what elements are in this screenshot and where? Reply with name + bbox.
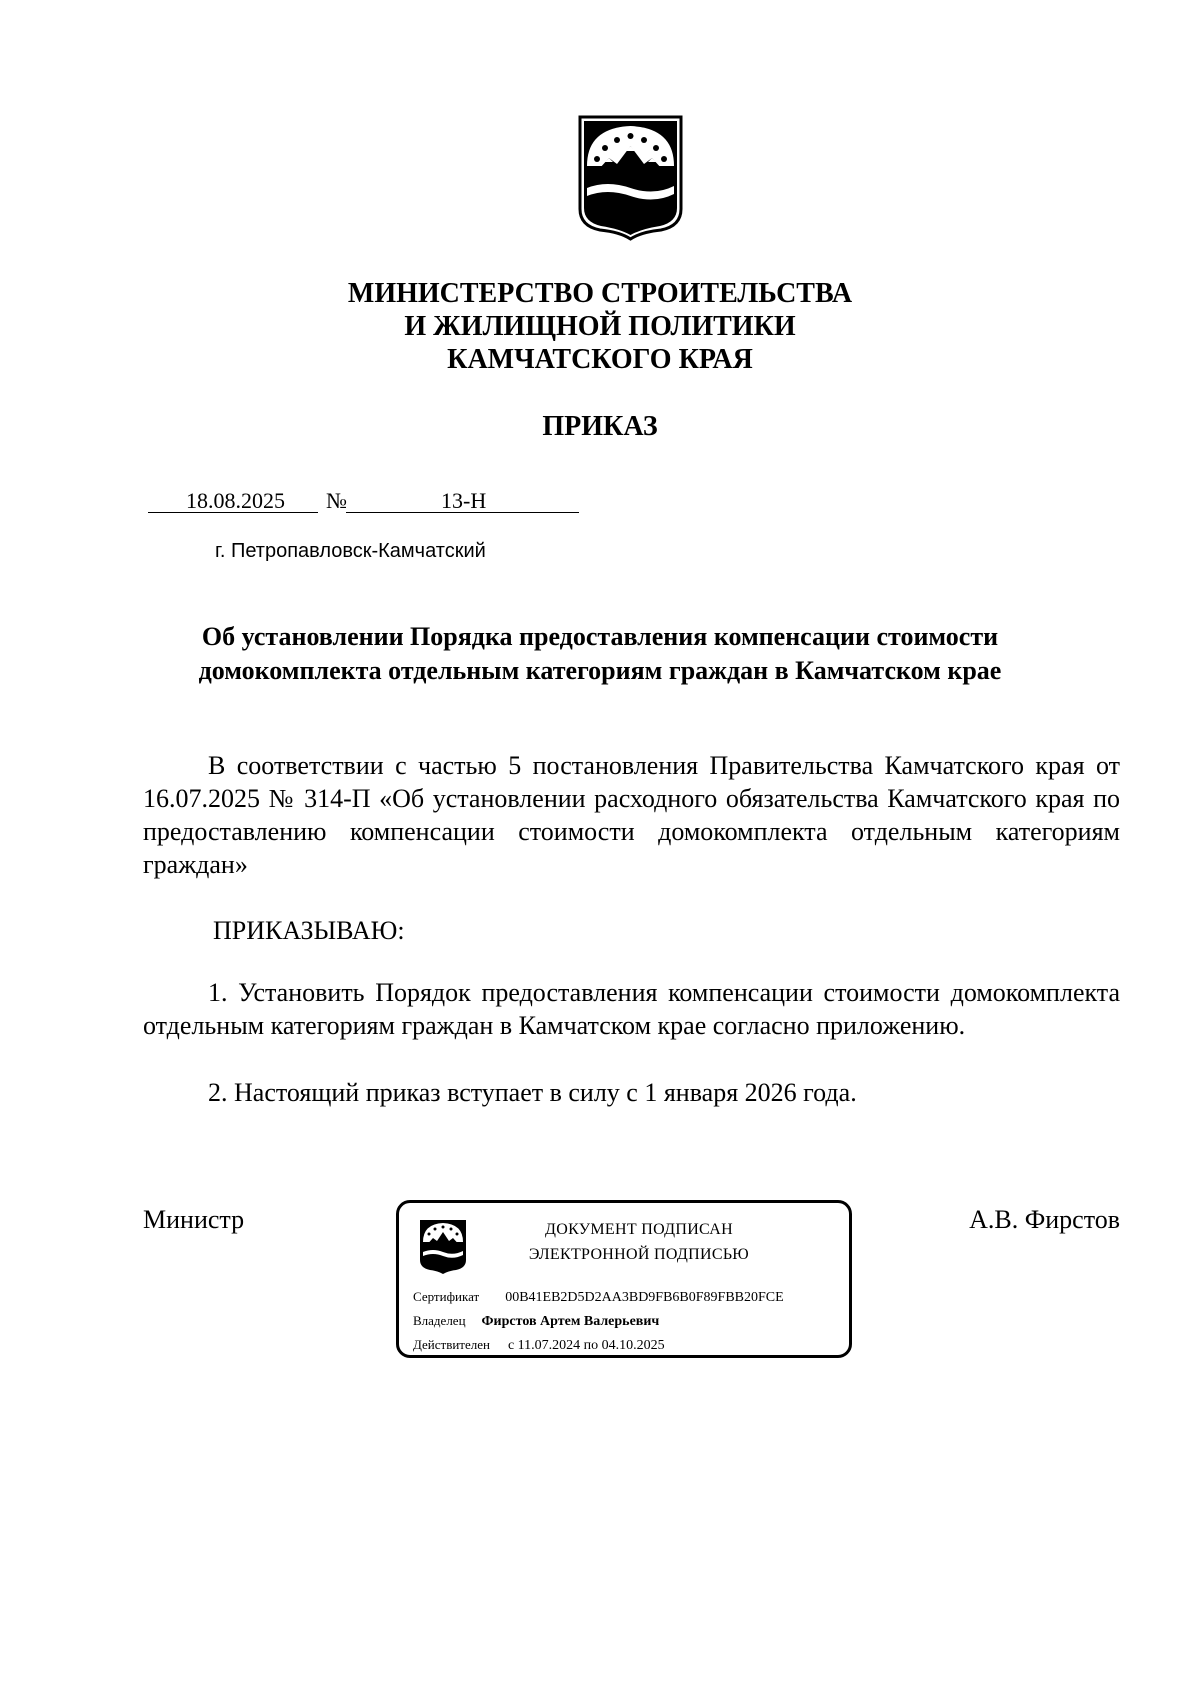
order-number: 13-Н [441,488,487,513]
preamble-paragraph: В соответствии с частью 5 постановления Правительства Камчатского края от 16.07.2025 № 314-П «Об установлении расходного обязательства Камчатского края по предоставлению компенсации стоимости домокомплекта отдельным категориям граждан» [143,751,1120,879]
ministry-line-3: КАМЧАТСКОГО КРАЯ [447,344,753,375]
stamp-title [489,1217,789,1267]
registration-line [148,488,578,518]
subject-line-2: домокомплекта отдельным категориям граждан в Камчатском крае [198,656,1002,685]
stamp-validity-row [413,1337,665,1354]
validity-value: с 11.07.2024 по 04.10.2025 [507,1338,665,1353]
electronic-signature-stamp [396,1200,852,1358]
ministry-line-1: МИНИСТЕРСТВО СТРОИТЕЛЬСТВА [347,278,853,309]
signatory-name: А.В. Фирстов [969,1205,1120,1234]
order-word: ПРИКАЗЫВАЮ: [213,916,405,945]
stamp-title-line-2: ЭЛЕКТРОННОЙ ПОДПИСЬЮ [528,1246,750,1263]
ministry-name [300,277,900,376]
city: г. Петропавловск-Камчатский [215,540,486,562]
stamp-owner-row [413,1313,659,1330]
order-subject [140,620,1060,688]
stamp-coat-of-arms-icon [418,1218,468,1275]
order-item-2: 2. Настоящий приказ вступает в силу с 1 января 2026 года. [208,1078,857,1107]
certificate-label: Сертификат [413,1289,480,1304]
order-date: 18.08.2025 [186,488,285,513]
signatory-position: Министр [143,1205,245,1234]
number-sign: № [326,488,347,513]
validity-label: Действителен [413,1337,490,1352]
owner-value: Фирстов Артем Валерьевич [481,1314,660,1329]
order-item-1: 1. Установить Порядок предоставления компенсации стоимости домокомплекта отдельным категориям граждан в Камчатском крае согласно приложению. [143,978,1120,1040]
stamp-certificate-row [413,1289,784,1306]
stamp-title-line-1: ДОКУМЕНТ ПОДПИСАН [545,1221,733,1238]
certificate-value: 00B41EB2D5D2AA3BD9FB6B0F89FBB20FCE [505,1290,784,1305]
owner-label: Владелец [413,1313,466,1328]
ministry-line-2: И ЖИЛИЩНОЙ ПОЛИТИКИ [404,311,796,342]
subject-line-1: Об установлении Порядка предоставления компенсации стоимости [201,622,999,651]
document-type: ПРИКАЗ [542,411,658,442]
kamchatka-coat-of-arms-icon [577,114,684,241]
